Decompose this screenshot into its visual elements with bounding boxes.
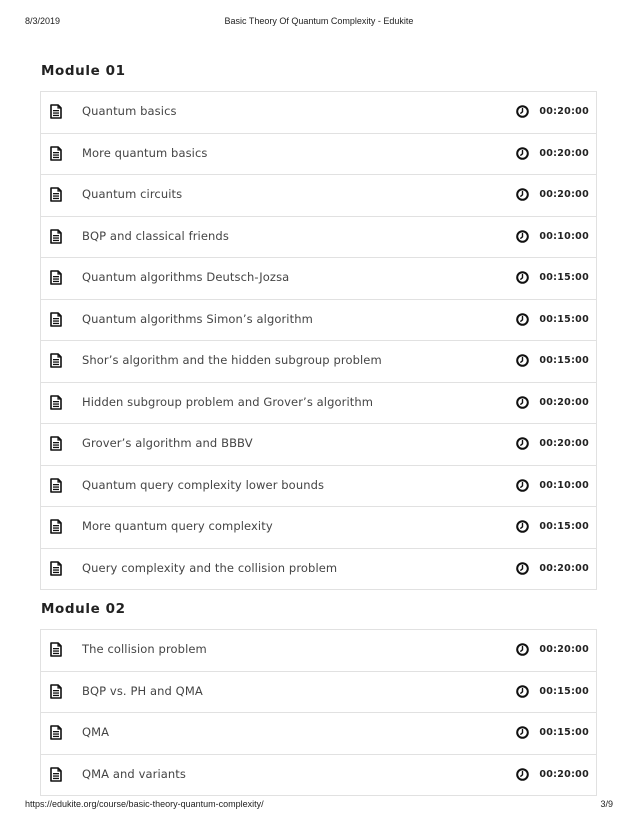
lesson-duration: 00:15:00 [539, 272, 589, 283]
clock-icon [516, 726, 529, 739]
lesson-duration: 00:15:00 [539, 685, 589, 697]
lesson-row[interactable] [41, 134, 596, 176]
lesson-title-link[interactable]: More quantum basics [82, 145, 208, 160]
clock-icon [516, 354, 529, 367]
lesson-row[interactable] [41, 175, 596, 217]
print-title: Basic Theory Of Quantum Complexity - Edukite [224, 16, 414, 26]
lesson-row[interactable] [41, 507, 596, 549]
clock-icon [516, 313, 529, 326]
document-icon [50, 642, 62, 657]
lesson-row[interactable] [41, 92, 596, 134]
clock-icon [516, 437, 529, 450]
lesson-duration: 00:20:00 [539, 438, 589, 449]
lesson-row[interactable] [41, 383, 596, 425]
lesson-row[interactable] [41, 341, 596, 383]
lesson-title-link[interactable]: Quantum algorithms Simon’s algorithm [82, 311, 313, 326]
lesson-duration: 00:10:00 [539, 479, 589, 491]
lesson-title-link[interactable]: Query complexity and the collision problem [82, 560, 338, 575]
lesson-title-link[interactable]: Hidden subgroup problem and Grover’s algorithm [82, 394, 374, 409]
lesson-duration: 00:20:00 [539, 189, 589, 200]
lesson-title-link[interactable]: Quantum circuits [82, 187, 183, 201]
lesson-row[interactable] [41, 217, 596, 259]
lesson-title-link[interactable]: Grover’s algorithm and BBBV [82, 436, 253, 450]
clock-icon [516, 271, 529, 284]
lesson-row[interactable] [41, 549, 596, 591]
lesson-row[interactable] [41, 672, 596, 714]
document-icon [50, 146, 62, 161]
clock-icon [516, 105, 529, 118]
document-icon [50, 395, 62, 410]
document-icon [50, 436, 62, 451]
lesson-duration: 00:20:00 [539, 106, 589, 117]
lesson-title-link[interactable]: QMA and variants [82, 766, 186, 781]
clock-icon [516, 643, 529, 656]
document-icon [50, 684, 62, 699]
lesson-row[interactable] [41, 466, 596, 508]
document-icon [50, 519, 62, 534]
lesson-title-link[interactable]: BQP vs. PH and QMA [82, 683, 203, 698]
lesson-row[interactable] [41, 300, 596, 342]
clock-icon [516, 562, 529, 575]
document-icon [50, 312, 62, 327]
document-icon [50, 725, 62, 740]
lesson-title-link[interactable]: Quantum query complexity lower bounds [82, 477, 325, 492]
module-lesson-list-2 [40, 629, 597, 796]
document-icon [50, 270, 62, 285]
clock-icon [516, 520, 529, 533]
clock-icon [516, 479, 529, 492]
lesson-duration: 00:20:00 [539, 562, 589, 574]
document-icon [50, 478, 62, 493]
lesson-duration: 00:15:00 [539, 313, 589, 325]
lesson-row[interactable] [41, 424, 596, 466]
module-lesson-list-1 [40, 91, 597, 590]
lesson-duration: 00:20:00 [539, 396, 589, 408]
lesson-row[interactable] [41, 755, 596, 797]
clock-icon [516, 230, 529, 243]
print-date: 8/3/2019 [25, 16, 61, 26]
clock-icon [516, 685, 529, 698]
module-heading-1: Module 01 [41, 63, 126, 79]
page-number: 3/9 [600, 799, 613, 809]
lesson-title-link[interactable]: Shor’s algorithm and the hidden subgroup problem [82, 353, 382, 367]
lesson-duration: 00:20:00 [539, 147, 589, 159]
lesson-title-link[interactable]: The collision problem [82, 642, 207, 656]
document-icon [50, 187, 62, 202]
document-icon [50, 353, 62, 368]
document-icon [50, 104, 62, 119]
print-url: https://edukite.org/course/basic-theory-quantum-complexity/ [25, 799, 264, 809]
lesson-title-link[interactable]: Quantum basics [82, 104, 177, 118]
lesson-duration: 00:10:00 [539, 230, 589, 242]
lesson-duration: 00:15:00 [539, 727, 589, 738]
lesson-duration: 00:15:00 [539, 521, 589, 532]
clock-icon [516, 147, 529, 160]
lesson-title-link[interactable]: BQP and classical friends [82, 228, 229, 243]
lesson-duration: 00:20:00 [539, 768, 589, 780]
lesson-duration: 00:15:00 [539, 355, 589, 366]
print-header [25, 16, 613, 28]
document-icon [50, 229, 62, 244]
clock-icon [516, 396, 529, 409]
lesson-row[interactable] [41, 258, 596, 300]
clock-icon [516, 768, 529, 781]
module-heading-2: Module 02 [41, 601, 126, 617]
clock-icon [516, 188, 529, 201]
lesson-title-link[interactable]: QMA [82, 725, 110, 739]
lesson-row[interactable] [41, 713, 596, 755]
lesson-title-link[interactable]: More quantum query complexity [82, 519, 273, 533]
lesson-duration: 00:20:00 [539, 644, 589, 655]
document-icon [50, 767, 62, 782]
lesson-row[interactable] [41, 630, 596, 672]
lesson-title-link[interactable]: Quantum algorithms Deutsch-Jozsa [82, 270, 290, 284]
document-icon [50, 561, 62, 576]
print-footer [25, 799, 613, 811]
